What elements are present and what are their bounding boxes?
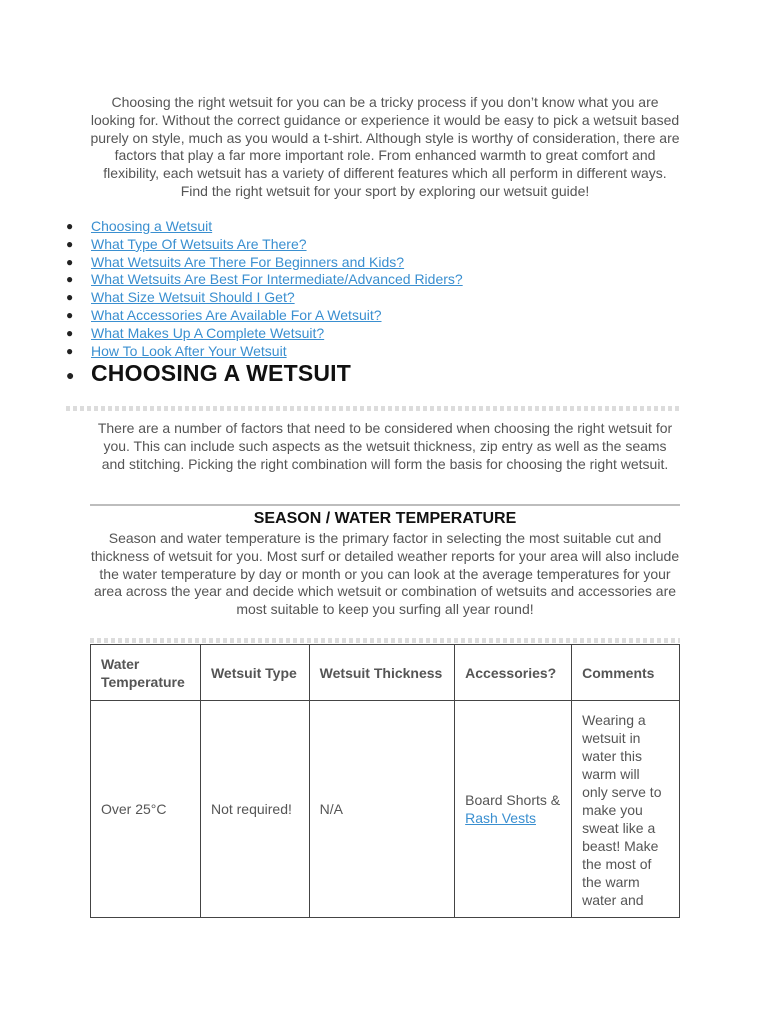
toc-link-accessories[interactable]: What Accessories Are Available For A Wetsuit? bbox=[91, 306, 382, 323]
bullet-icon: ● bbox=[66, 219, 74, 233]
toc-item bbox=[60, 343, 660, 361]
toc-link-choosing-a-wetsuit[interactable]: Choosing a Wetsuit bbox=[91, 218, 213, 234]
bullet-icon: ● bbox=[66, 290, 74, 305]
toc-item bbox=[60, 289, 660, 307]
bullet-icon: ● bbox=[66, 236, 74, 251]
bullet-icon: ● bbox=[66, 325, 74, 340]
header-wetsuit-type: Wetsuit Type bbox=[200, 645, 309, 701]
solid-divider bbox=[90, 504, 680, 506]
toc-link-wetsuit-size[interactable]: What Size Wetsuit Should I Get? bbox=[91, 289, 295, 306]
cell-comments: Wearing a wetsuit in water this warm will only serve to make you sweat like a beast! Make the most of the warm water and bbox=[572, 701, 680, 918]
toc-link-complete-wetsuit[interactable]: What Makes Up A Complete Wetsuit? bbox=[91, 324, 325, 341]
season-paragraph: Season and water temperature is the primary factor in selecting the most suitable cut and thickness of wetsuit for you. Most surf or detailed weather reports for your area will also include the water temperature by day or month or you can look at the average temperatures for your area across the year and decide which wetsuit or combination of wetsuits and accessories are most suitable to keep you surfing all year round! bbox=[90, 530, 680, 618]
cell-wetsuit-thickness: N/A bbox=[309, 701, 455, 918]
toc-item bbox=[60, 254, 660, 272]
bullet-icon: ● bbox=[66, 272, 74, 287]
header-wetsuit-thickness: Wetsuit Thickness bbox=[309, 645, 455, 701]
toc-link-beginners-kids[interactable]: What Wetsuits Are There For Beginners and Kids? bbox=[91, 253, 405, 270]
section-title: CHOOSING A WETSUIT bbox=[91, 360, 352, 386]
toc-item bbox=[60, 271, 660, 289]
toc-item bbox=[60, 325, 660, 343]
water-temperature-table bbox=[90, 644, 680, 918]
bullet-icon: ● bbox=[66, 307, 74, 322]
table-row bbox=[91, 701, 680, 918]
toc-item bbox=[60, 218, 660, 236]
header-comments: Comments bbox=[572, 645, 680, 701]
section-intro: There are a number of factors that need to be considered when choosing the right wetsuit for you. This can include such aspects as the wetsuit thickness, zip entry as well as the seams and stitching. Picking the right combination will form the basis for choosing the right wetsuit. bbox=[97, 420, 673, 472]
table-of-contents bbox=[60, 218, 660, 360]
toc-item bbox=[60, 307, 660, 325]
bullet-icon: ● bbox=[66, 254, 74, 269]
accessories-text: Board Shorts & bbox=[465, 792, 561, 808]
dotted-divider bbox=[66, 406, 680, 411]
cell-wetsuit-type: Not required! bbox=[200, 701, 309, 918]
toc-link-intermediate-advanced[interactable]: What Wetsuits Are Best For Intermediate/Advanced Riders? bbox=[91, 271, 463, 288]
cell-water-temperature: Over 25°C bbox=[91, 701, 201, 918]
bullet-icon: ● bbox=[66, 367, 75, 383]
bullet-icon: ● bbox=[66, 343, 74, 358]
season-heading: SEASON / WATER TEMPERATURE bbox=[253, 510, 517, 527]
dotted-divider bbox=[90, 638, 680, 643]
intro-paragraph: Choosing the right wetsuit for you can be a tricky process if you don’t know what you are looking for. Without the correct guidance or experience it would be easy to pick a wetsuit based purely on style, much as you would a t-shirt. Although style is worthy of consideration, there are factors that play a far more important role. From enhanced warmth to great comfort and flexibility, each wetsuit has a variety of different features which all perform in different ways. Find the right wetsuit for your sport by exploring our wetsuit guide! bbox=[90, 94, 680, 199]
header-water-temperature: Water Temperature bbox=[91, 645, 201, 701]
rash-vests-link[interactable]: Rash Vests bbox=[465, 810, 536, 826]
cell-accessories bbox=[455, 701, 572, 918]
toc-link-wetsuit-care[interactable]: How To Look After Your Wetsuit bbox=[91, 342, 287, 359]
toc-link-wetsuit-types[interactable]: What Type Of Wetsuits Are There? bbox=[91, 235, 307, 252]
toc-item bbox=[60, 236, 660, 254]
table-header-row bbox=[91, 645, 680, 701]
section-heading bbox=[60, 360, 660, 390]
header-accessories: Accessories? bbox=[455, 645, 572, 701]
